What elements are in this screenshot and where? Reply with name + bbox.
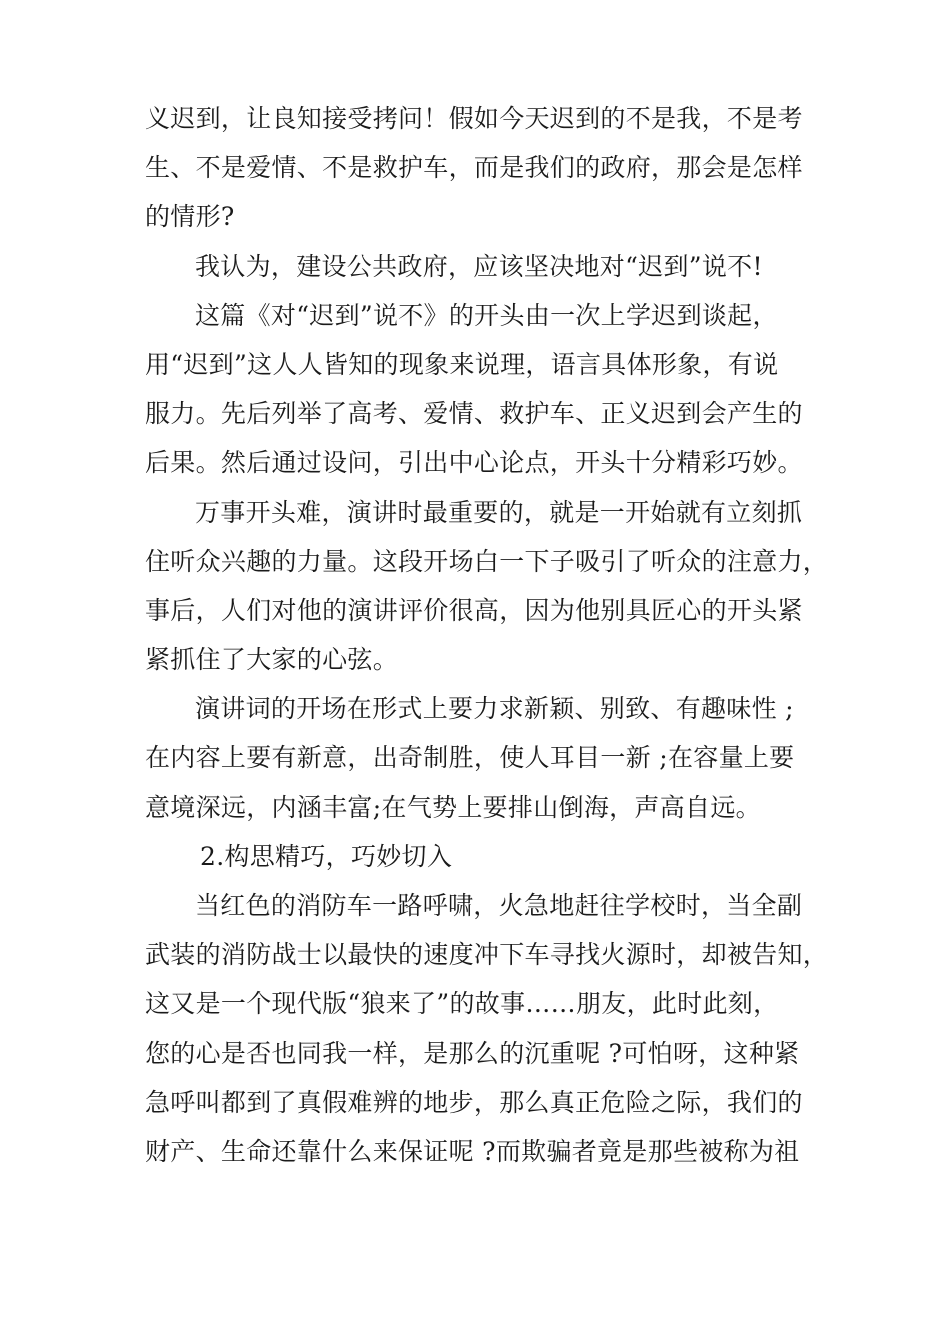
text-line: 您的心是否也同我一样，是那么的沉重呢 ?可怕呀，这种紧	[145, 1038, 800, 1068]
text-line: 住听众兴趣的力量。这段开场白一下子吸引了听众的注意力，	[145, 546, 829, 576]
text-line: 的情形?	[145, 202, 235, 232]
text-line: 当红色的消防车一路呼啸，火急地赶往学校时，当全副	[195, 891, 803, 920]
text-line: 后果。然后通过设问，引出中心论点，开头十分精彩巧妙。	[145, 448, 803, 478]
section-heading: 2.构思精巧，巧妙切入	[200, 841, 453, 871]
body-text	[145, 94, 829, 1176]
text-line: 武装的消防战士以最快的速度冲下车寻找火源时，却被告知，	[145, 940, 829, 970]
text-line: 用“迟到”这人人皆知的现象来说理，语言具体形象，有说	[145, 349, 779, 379]
text-line: 义迟到，让良知接受拷问！假如今天迟到的不是我，不是考	[145, 104, 803, 133]
text-line: 生、不是爱情、不是救护车，而是我们的政府，那会是怎样	[145, 153, 803, 183]
text-line: 我认为，建设公共政府，应该坚决地对“迟到”说不!	[195, 251, 763, 281]
text-line: 这篇《对“迟到”说不》的开头由一次上学迟到谈起，	[195, 300, 778, 330]
text-line: 事后，人们对他的演讲评价很高，因为他别具匠心的开头紧	[145, 595, 803, 625]
text-line: 在内容上要有新意，出奇制胜，使人耳目一新 ;在容量上要	[145, 743, 795, 773]
text-line: 万事开头难，演讲时最重要的，就是一开始就有立刻抓	[195, 497, 803, 527]
text-line: 意境深远，内涵丰富;在气势上要排山倒海，声高自远。	[145, 792, 761, 822]
text-line: 这又是一个现代版“狼来了”的故事……朋友，此时此刻，	[145, 989, 779, 1019]
text-line: 财产、生命还靠什么来保证呢 ?而欺骗者竟是那些被称为祖	[145, 1136, 800, 1166]
text-line: 服力。先后列举了高考、爱情、救护车、正义迟到会产生的	[145, 399, 803, 429]
text-line: 演讲词的开场在形式上要力求新颖、别致、有趣味性 ;	[195, 694, 794, 724]
text-line: 紧抓住了大家的心弦。	[145, 645, 399, 675]
text-line: 急呼叫都到了真假难辨的地步，那么真正危险之际，我们的	[145, 1087, 803, 1117]
